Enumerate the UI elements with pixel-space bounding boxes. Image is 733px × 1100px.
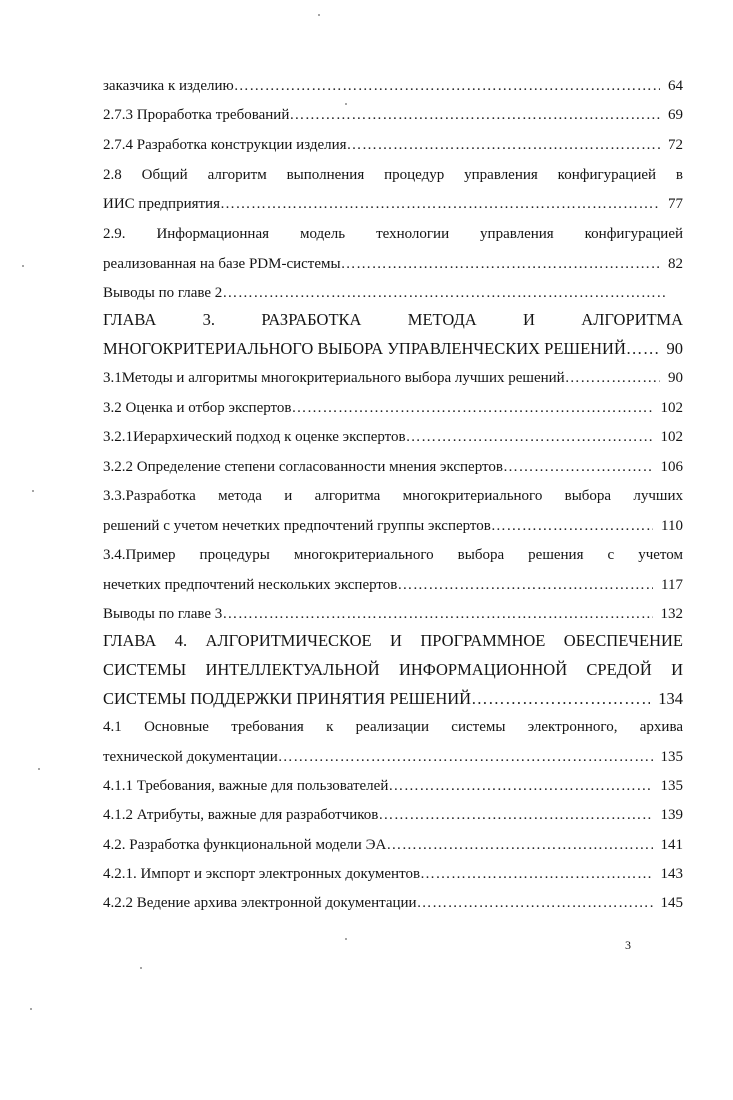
toc-page-number: 145 bbox=[660, 895, 683, 911]
toc-entry-title: 4.1.1 Требования, важные для пользователей bbox=[103, 778, 389, 794]
toc-page-number: 69 bbox=[668, 107, 683, 123]
dot-leader bbox=[406, 428, 653, 446]
chapter-heading-first-line: ГЛАВА 4. АЛГОРИТМИЧЕСКОЕ И ПРОГРАММНОЕ ОБЕСПЕЧЕНИЕ bbox=[103, 631, 683, 650]
toc-entry-title: реализованная на базе PDM-системы bbox=[103, 256, 341, 272]
toc-entry-title: 3.1Методы и алгоритмы многокритериального выбора лучших решений bbox=[103, 370, 565, 386]
toc-entry bbox=[103, 399, 683, 417]
scan-speck bbox=[32, 490, 34, 492]
scan-speck bbox=[140, 967, 142, 969]
toc-entry-title: МНОГОКРИТЕРИАЛЬНОГО ВЫБОРА УПРАВЛЕНЧЕСКИХ РЕШЕНИЙ bbox=[103, 339, 626, 358]
scan-speck bbox=[22, 265, 24, 267]
dot-leader bbox=[397, 576, 653, 594]
toc-entry-title: Выводы по главе 2 bbox=[103, 285, 223, 301]
dot-leader bbox=[378, 806, 652, 824]
toc-entry-first-line: 2.9. Информационная модель технологии управления конфигурацией bbox=[103, 226, 683, 242]
toc-page-number: 134 bbox=[658, 689, 683, 708]
toc-entry bbox=[103, 77, 683, 95]
toc-entry bbox=[103, 255, 683, 273]
dot-leader bbox=[347, 136, 660, 154]
toc-entry bbox=[103, 339, 683, 359]
toc-page-number: 135 bbox=[660, 778, 683, 794]
dot-leader bbox=[503, 458, 653, 476]
toc-entry-title: 3.2 Оценка и отбор экспертов bbox=[103, 400, 292, 416]
toc-entry-title: 4.1.2 Атрибуты, важные для разработчиков bbox=[103, 807, 379, 823]
toc-page-number: 72 bbox=[668, 137, 683, 153]
scan-speck bbox=[318, 14, 320, 16]
dot-leader bbox=[289, 106, 660, 124]
toc-entry bbox=[103, 865, 683, 883]
dot-leader bbox=[220, 195, 660, 213]
chapter-heading-second-line: СИСТЕМЫ ИНТЕЛЛЕКТУАЛЬНОЙ ИНФОРМАЦИОННОЙ СРЕДОЙ И bbox=[103, 660, 683, 679]
toc-entry bbox=[103, 576, 683, 594]
toc-entry bbox=[103, 748, 683, 766]
toc-entry bbox=[103, 284, 675, 302]
dot-leader bbox=[278, 748, 653, 766]
dot-leader bbox=[491, 517, 653, 535]
scan-speck bbox=[30, 1008, 32, 1010]
toc-entry-title: 3.2.1Иерархический подход к оценке экспертов bbox=[103, 429, 406, 445]
dot-leader bbox=[341, 255, 660, 273]
dot-leader bbox=[386, 836, 652, 854]
dot-leader bbox=[626, 339, 659, 359]
toc-entry-title: 3.2.2 Определение степени согласованности мнения экспертов bbox=[103, 459, 503, 475]
toc-entry-title: 2.7.4 Разработка конструкции изделия bbox=[103, 137, 347, 153]
toc-entry bbox=[103, 894, 683, 912]
toc-page-number: 64 bbox=[668, 78, 683, 94]
toc-entry bbox=[103, 369, 683, 387]
toc-entry bbox=[103, 195, 683, 213]
toc-page-number: 106 bbox=[660, 459, 683, 475]
scan-speck bbox=[38, 768, 40, 770]
toc-entry bbox=[103, 517, 683, 535]
dot-leader bbox=[417, 894, 653, 912]
toc-page-number: 90 bbox=[666, 339, 683, 358]
toc-page-number: 77 bbox=[668, 196, 683, 212]
toc-page-number: 141 bbox=[660, 837, 683, 853]
dot-leader bbox=[234, 77, 660, 95]
toc-entry bbox=[103, 136, 683, 154]
toc-entry-first-line: 4.1 Основные требования к реализации системы электронного, архива bbox=[103, 719, 683, 735]
toc-entry-title: ИИС предприятия bbox=[103, 196, 220, 212]
scan-speck bbox=[345, 938, 347, 940]
toc-entry-title: технической документации bbox=[103, 749, 278, 765]
toc-page-number: 102 bbox=[660, 429, 683, 445]
toc-page-number: 132 bbox=[660, 606, 683, 622]
scan-speck bbox=[345, 103, 347, 105]
toc-entry bbox=[103, 806, 683, 824]
dot-leader bbox=[388, 777, 652, 795]
toc-entry bbox=[103, 106, 683, 124]
dot-leader bbox=[291, 399, 652, 417]
dot-leader bbox=[471, 689, 650, 709]
toc-entry bbox=[103, 605, 683, 623]
toc-entry bbox=[103, 777, 683, 795]
chapter-heading-first-line: ГЛАВА 3. РАЗРАБОТКА МЕТОДА И АЛГОРИТМА bbox=[103, 310, 683, 329]
toc-page-number: 90 bbox=[668, 370, 683, 386]
toc-entry bbox=[103, 689, 683, 709]
toc-entry-first-line: 3.3.Разработка метода и алгоритма многокритериального выбора лучших bbox=[103, 488, 683, 504]
toc-entry-title: Выводы по главе 3 bbox=[103, 606, 223, 622]
toc-entry bbox=[103, 458, 683, 476]
toc-entry-title: нечетких предпочтений нескольких экспертов bbox=[103, 577, 398, 593]
toc-entry-title: решений с учетом нечетких предпочтений группы экспертов bbox=[103, 518, 491, 534]
toc-entry-title: 4.2.2 Ведение архива электронной документации bbox=[103, 895, 417, 911]
page-number: 3 bbox=[625, 938, 631, 952]
toc-page-number: 102 bbox=[660, 400, 683, 416]
toc-page-number: 82 bbox=[668, 256, 683, 272]
toc-entry-first-line: 2.8 Общий алгоритм выполнения процедур управления конфигурацией в bbox=[103, 167, 683, 183]
toc-entry-first-line: 3.4.Пример процедуры многокритериального выбора решения с учетом bbox=[103, 547, 683, 563]
toc-entry-title: 4.2.1. Импорт и экспорт электронных документов bbox=[103, 866, 421, 882]
toc-page-number: 117 bbox=[661, 577, 683, 593]
toc-page-number: 110 bbox=[661, 518, 683, 534]
dot-leader bbox=[222, 284, 667, 302]
toc-entry bbox=[103, 836, 683, 854]
toc-page-number: 143 bbox=[660, 866, 683, 882]
toc-entry-title: 4.2. Разработка функциональной модели ЭА bbox=[103, 837, 387, 853]
dot-leader bbox=[420, 865, 652, 883]
toc-page-number: 135 bbox=[660, 749, 683, 765]
dot-leader bbox=[565, 369, 660, 387]
toc-entry-title: СИСТЕМЫ ПОДДЕРЖКИ ПРИНЯТИЯ РЕШЕНИЙ bbox=[103, 689, 472, 708]
toc-entry bbox=[103, 428, 683, 446]
dot-leader bbox=[222, 605, 652, 623]
toc-entry-title: заказчика к изделию bbox=[103, 78, 234, 94]
toc-page-number: 139 bbox=[660, 807, 683, 823]
toc-entry-title: 2.7.3 Проработка требований bbox=[103, 107, 290, 123]
